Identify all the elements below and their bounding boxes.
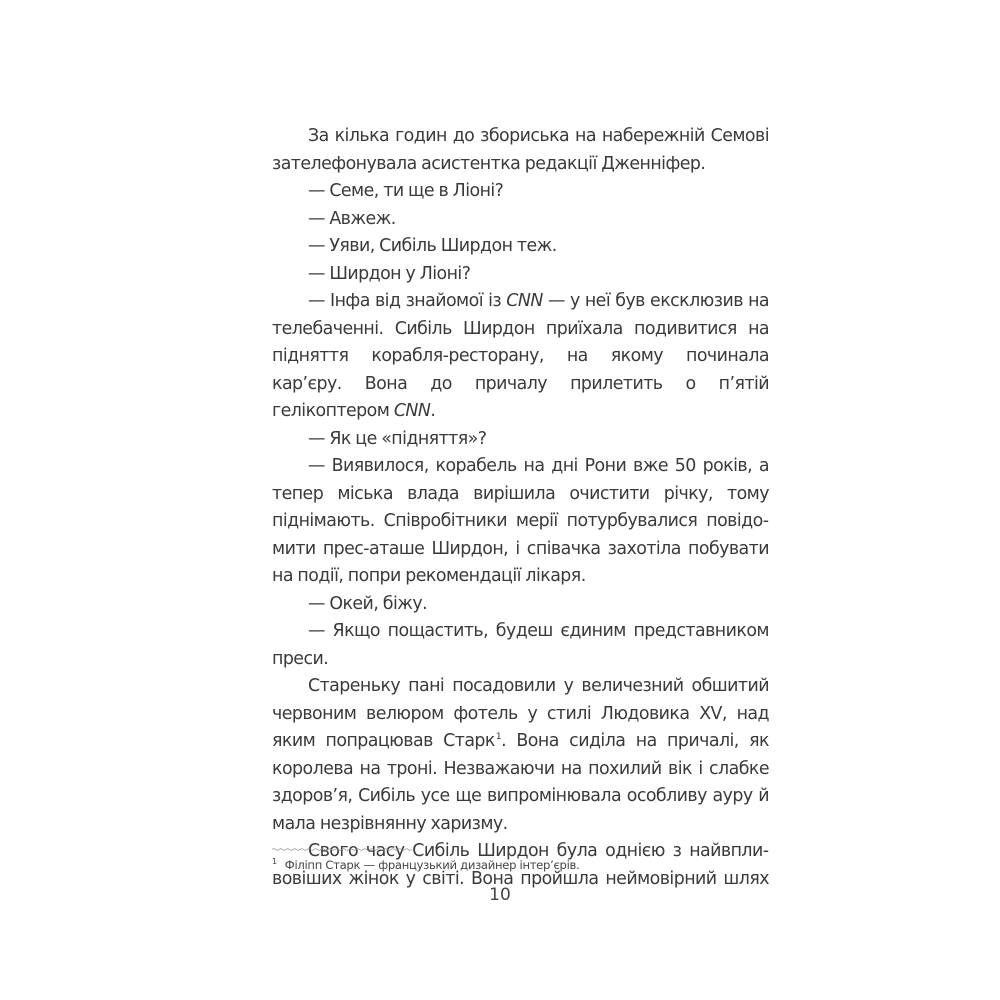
text-span: . Вона сиділа на причалі, як королева на троні. Незважаючи на похилий вік і слабке здоров’я, Сибіль усе ще випромінювала особливу ауру й мала незрівнянну харизму.: [272, 731, 770, 834]
dialogue-cnn-info: [272, 288, 769, 426]
paragraph-armchair: [272, 673, 769, 838]
text-span: Стареньку пані посадовили у величезний обшитий червоним велюром фотель у стилі Людовика XV, над яким попрацював Старк: [272, 676, 769, 751]
paragraph-phone-call: За кілька годин до збориська на набережній Семові зателефонувала асистентка редакції Дженніфер.: [272, 126, 769, 174]
dialogue-line: — Уяви, Сибіль Ширдон теж.: [308, 236, 557, 256]
footnote-text: Філіпп Старк — французький дизайнер інтер’єрів.: [284, 858, 580, 872]
cnn-italic: CNN: [506, 291, 543, 311]
dialogue-line: — Семе, ти ще в Ліоні?: [308, 181, 504, 201]
footnote-mark: 1: [272, 857, 277, 866]
dialogue-line: — Авжеж.: [308, 208, 396, 229]
body-text: [272, 123, 769, 893]
dialogue-line: — Якщо пощастить, будеш єдиним представником преси.: [272, 621, 769, 669]
dialogue-line: — Ширдон у Ліоні?: [308, 263, 471, 284]
cnn-italic: CNN: [393, 401, 431, 421]
text-span: — у неї був ексклюзив на телебаченні. Сибіль Ширдон приїхала подивитися на підняття корабля-ресторану, на якому починала кар’єру. Вона до причалу прилетить о п’ятій гелікоптером: [272, 291, 769, 421]
paragraph-influential: Свого часу Сибіль Ширдон була однією з найвпливовіших жінок у світі. Вона пройшла неймовірний шлях: [272, 841, 769, 889]
text-span: — Інфа від знайомої із: [308, 291, 507, 311]
dialogue-ship-raising: — Виявилося, корабель на дні Рони вже 50 років, а тепер міська влада вирішила очистити річку, тому піднімають. Співробітники мерії потурбувалися повідомити прес-аташе Ширдон, і співачка захотіла побувати на події, попри рекомендації лікаря.: [272, 456, 769, 586]
footnote-reference[interactable]: 1: [495, 732, 502, 742]
text-span: .: [430, 401, 436, 421]
dialogue-line: — Як це «підняття»?: [308, 428, 487, 449]
footnote-separator: [272, 848, 412, 851]
page-number: 10: [489, 885, 511, 905]
dialogue-line: — Окей, біжу.: [308, 593, 428, 614]
footnote: [272, 854, 769, 873]
